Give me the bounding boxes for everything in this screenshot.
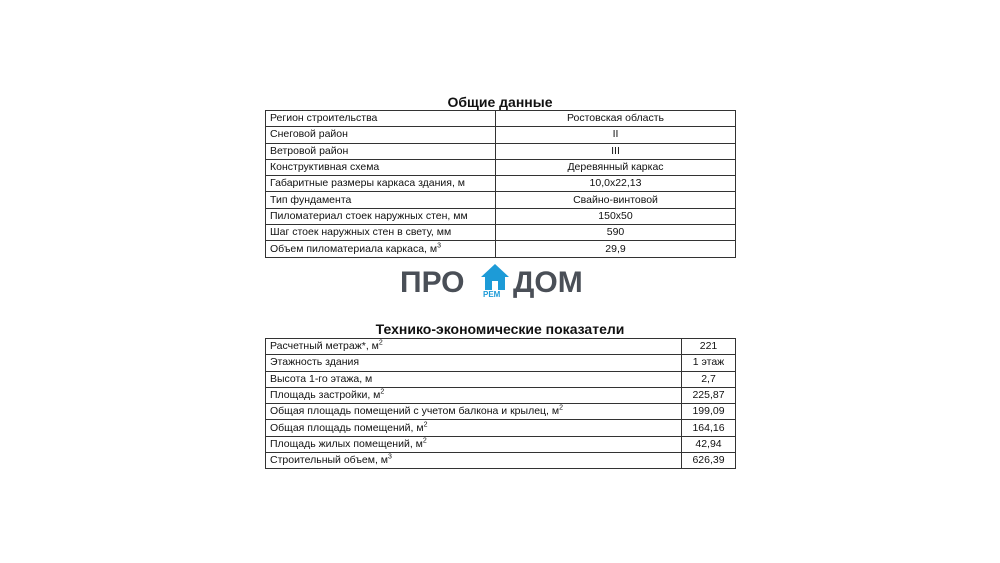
row-label: Строительный объем, $м^3$ bbox=[266, 453, 682, 469]
tech-economic-title: Технико-экономические показатели bbox=[375, 321, 625, 337]
logo-word-dom: ДОМ bbox=[513, 266, 583, 299]
row-value: 29,9 bbox=[496, 241, 736, 257]
row-value: 225,87 bbox=[682, 387, 736, 403]
table-row bbox=[266, 225, 736, 241]
table-row bbox=[266, 453, 736, 469]
row-label: Общая площадь помещений, $м^2$ bbox=[266, 420, 682, 436]
table-row bbox=[266, 371, 736, 387]
row-value: 42,94 bbox=[682, 436, 736, 452]
row-value: 2,7 bbox=[682, 371, 736, 387]
row-label: Высота 1-го этажа, м bbox=[266, 371, 682, 387]
row-label: Габаритные размеры каркаса здания, м bbox=[266, 176, 496, 192]
row-label: Расчетный метраж*, $м^2$ bbox=[266, 339, 682, 355]
row-value: 626,39 bbox=[682, 453, 736, 469]
logo-word-pro: ПРО bbox=[400, 266, 465, 299]
row-value: III bbox=[496, 143, 736, 159]
row-value: 10,0x22,13 bbox=[496, 176, 736, 192]
table-row bbox=[266, 339, 736, 355]
row-value: II bbox=[496, 127, 736, 143]
row-label: Пиломатериал стоек наружных стен, мм bbox=[266, 208, 496, 224]
table-row bbox=[266, 436, 736, 452]
row-value: 590 bbox=[496, 225, 736, 241]
row-value: 221 bbox=[682, 339, 736, 355]
table-row bbox=[266, 159, 736, 175]
row-label: Ветровой район bbox=[266, 143, 496, 159]
table-row bbox=[266, 143, 736, 159]
table-row bbox=[266, 127, 736, 143]
prodom-logo bbox=[400, 262, 600, 302]
row-label: Площадь жилых помещений, $м^2$ bbox=[266, 436, 682, 452]
row-value: 1 этаж bbox=[682, 355, 736, 371]
row-value: Деревянный каркас bbox=[496, 159, 736, 175]
general-data-title: Общие данные bbox=[447, 94, 553, 110]
row-label: Регион строительства bbox=[266, 111, 496, 127]
table-row bbox=[266, 387, 736, 403]
table-row bbox=[266, 192, 736, 208]
row-label: Снеговой район bbox=[266, 127, 496, 143]
logo-sub: РЕМ bbox=[483, 290, 501, 299]
row-value: 150x50 bbox=[496, 208, 736, 224]
table-row bbox=[266, 404, 736, 420]
general-data-table bbox=[265, 110, 736, 258]
row-value: 164,16 bbox=[682, 420, 736, 436]
row-label: Конструктивная схема bbox=[266, 159, 496, 175]
row-label: Объем пиломатериала каркаса, $м^3$ bbox=[266, 241, 496, 257]
row-label: Тип фундамента bbox=[266, 192, 496, 208]
table-row bbox=[266, 420, 736, 436]
row-value: 199,09 bbox=[682, 404, 736, 420]
row-label: Этажность здания bbox=[266, 355, 682, 371]
table-row bbox=[266, 111, 736, 127]
row-label: Шаг стоек наружных стен в свету, мм bbox=[266, 225, 496, 241]
table-row bbox=[266, 208, 736, 224]
table-row bbox=[266, 241, 736, 257]
row-value: Ростовская область bbox=[496, 111, 736, 127]
table-row bbox=[266, 355, 736, 371]
row-label: Площадь застройки, $м^2$ bbox=[266, 387, 682, 403]
row-value: Свайно-винтовой bbox=[496, 192, 736, 208]
row-label: Общая площадь помещений с учетом балкона и крылец, $м^2$ bbox=[266, 404, 682, 420]
table-row bbox=[266, 176, 736, 192]
tech-economic-table bbox=[265, 338, 736, 469]
